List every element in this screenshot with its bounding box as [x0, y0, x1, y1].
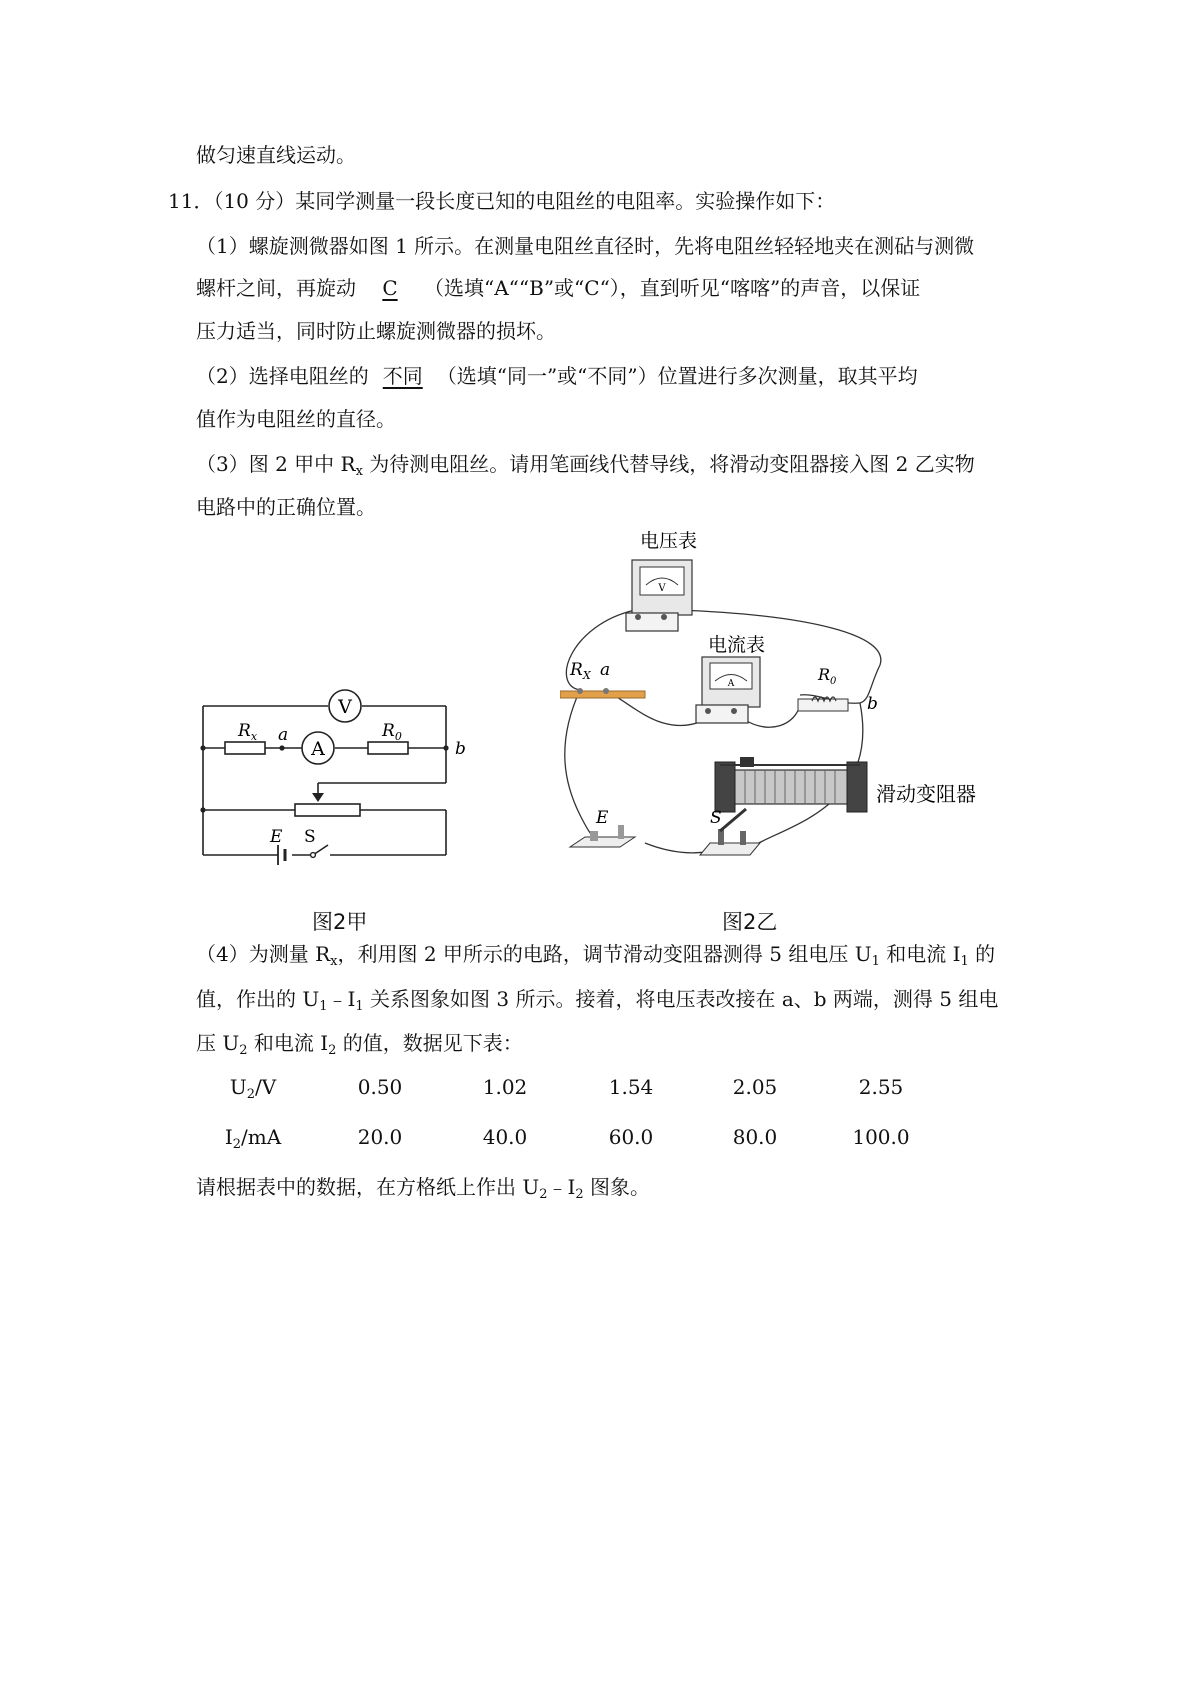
part-2-line-1: （2）选择电阻丝的 不同 （选填“同一”或“不同”）位置进行多次测量，取其平均 — [196, 361, 918, 391]
node-b-label: b — [455, 739, 466, 759]
ammeter-label: A — [311, 738, 325, 760]
answer-blank-2: 不同 — [382, 364, 423, 388]
switch-label: S — [304, 827, 316, 847]
answer-blank-1: C — [382, 276, 398, 300]
battery-label: E — [270, 827, 283, 847]
table-row-2-header: $I_2/mA$ — [224, 1125, 282, 1152]
node-a-dot — [279, 745, 284, 750]
node-b-dot — [443, 745, 448, 750]
switch-photo-label: S — [710, 808, 722, 828]
table-cell: 1.54 — [608, 1075, 654, 1099]
voltmeter-label: V — [338, 696, 352, 718]
node-left-dot — [200, 745, 205, 750]
rx-photo-label: $R_X$ — [570, 660, 591, 682]
part-4-line-2: 值，作出的 $U_1﹣I_1$ 关系图象如图 3 所示。接着，将电压表改接在 a、b 两端，测得 5 组电 — [196, 987, 999, 1014]
circuit-photo-drawing — [560, 525, 1060, 875]
r0-photo-label: $R_0$ — [818, 665, 837, 687]
battery-photo-label: E — [596, 808, 609, 828]
table-cell: 40.0 — [482, 1125, 528, 1149]
part-4-line-3: 压 $U_2$ 和电流 $I_2$ 的值，数据见下表： — [196, 1031, 523, 1058]
rx-terminal-right — [603, 688, 609, 694]
table-cell: 100.0 — [852, 1125, 910, 1149]
question-11-intro: 11．（10 分）某同学测量一段长度已知的电阻丝的电阻率。实验操作如下： — [168, 189, 836, 213]
circuit-schematic — [190, 680, 470, 870]
table-cell: 2.05 — [732, 1075, 778, 1099]
node-a-label: a — [278, 725, 289, 745]
voltmeter-text-label: 电压表 — [640, 530, 698, 552]
ammeter-face-label: A — [727, 679, 735, 689]
node-left-lower-dot — [200, 807, 205, 812]
table-cell: 60.0 — [608, 1125, 654, 1149]
rx-resistor — [225, 742, 265, 754]
table-cell: 1.02 — [482, 1075, 528, 1099]
rheostat-slider-arrow — [312, 793, 324, 802]
voltmeter-device — [626, 560, 692, 631]
rheostat-text-label: 滑动变阻器 — [876, 782, 976, 806]
r0-label: $R_0$ — [382, 721, 402, 743]
ammeter-text-label: 电流表 — [708, 634, 766, 656]
part-3-line-1: （3）图 2 甲中 $R_x$ 为待测电阻丝。请用笔画线代替导线，将滑动变阻器接入图 2 乙实物 — [196, 452, 975, 479]
table-row-1-header: $U_2/V$ — [229, 1075, 277, 1102]
r0-device — [798, 697, 848, 711]
part-1-line-1: （1）螺旋测微器如图 1 所示。在测量电阻丝直径时，先将电阻丝轻轻地夹在测砧与测微 — [196, 234, 975, 258]
node-b-photo-label: b — [867, 694, 878, 714]
figure-2a-caption: 图2甲 — [312, 910, 368, 934]
rx-label: $R_x$ — [238, 721, 258, 743]
part-3-line-2: 电路中的正确位置。 — [196, 495, 376, 519]
figure-2b-caption: 图2乙 — [722, 910, 778, 934]
data-table — [0, 1075, 1200, 1175]
final-instruction: 请根据表中的数据，在方格纸上作出 $U_2﹣I_2$ 图象。 — [196, 1175, 651, 1202]
table-cell: 2.55 — [858, 1075, 904, 1099]
r0-resistor — [368, 742, 408, 754]
ammeter-device — [696, 657, 760, 723]
rheostat-symbol — [295, 804, 360, 816]
part-1-line-2: 螺杆之间，再旋动 C （选填“A““B”或“C“），直到听见“喀喀”的声音，以保证 — [196, 273, 920, 303]
table-cell: 80.0 — [732, 1125, 778, 1149]
rx-wire-board — [560, 691, 645, 698]
rx-terminal-left — [577, 688, 583, 694]
table-cell: 0.50 — [357, 1075, 403, 1099]
part-4-line-1: （4）为测量 $R_x$，利用图 2 甲所示的电路，调节滑动变阻器测得 5 组电压 $U_1$ 和电流 $I_1$ 的 — [196, 942, 996, 969]
battery-device — [570, 825, 635, 847]
text-line: 做匀速直线运动。 — [196, 143, 356, 167]
part-1-line-3: 压力适当，同时防止螺旋测微器的损坏。 — [196, 319, 556, 343]
sliding-rheostat-device — [715, 757, 867, 812]
voltmeter-face-label: V — [658, 583, 666, 594]
switch-device — [700, 809, 760, 855]
switch-contact — [311, 853, 316, 858]
node-a-photo-label: a — [600, 660, 611, 680]
table-cell: 20.0 — [357, 1125, 403, 1149]
part-2-line-2: 值作为电阻丝的直径。 — [196, 407, 396, 431]
